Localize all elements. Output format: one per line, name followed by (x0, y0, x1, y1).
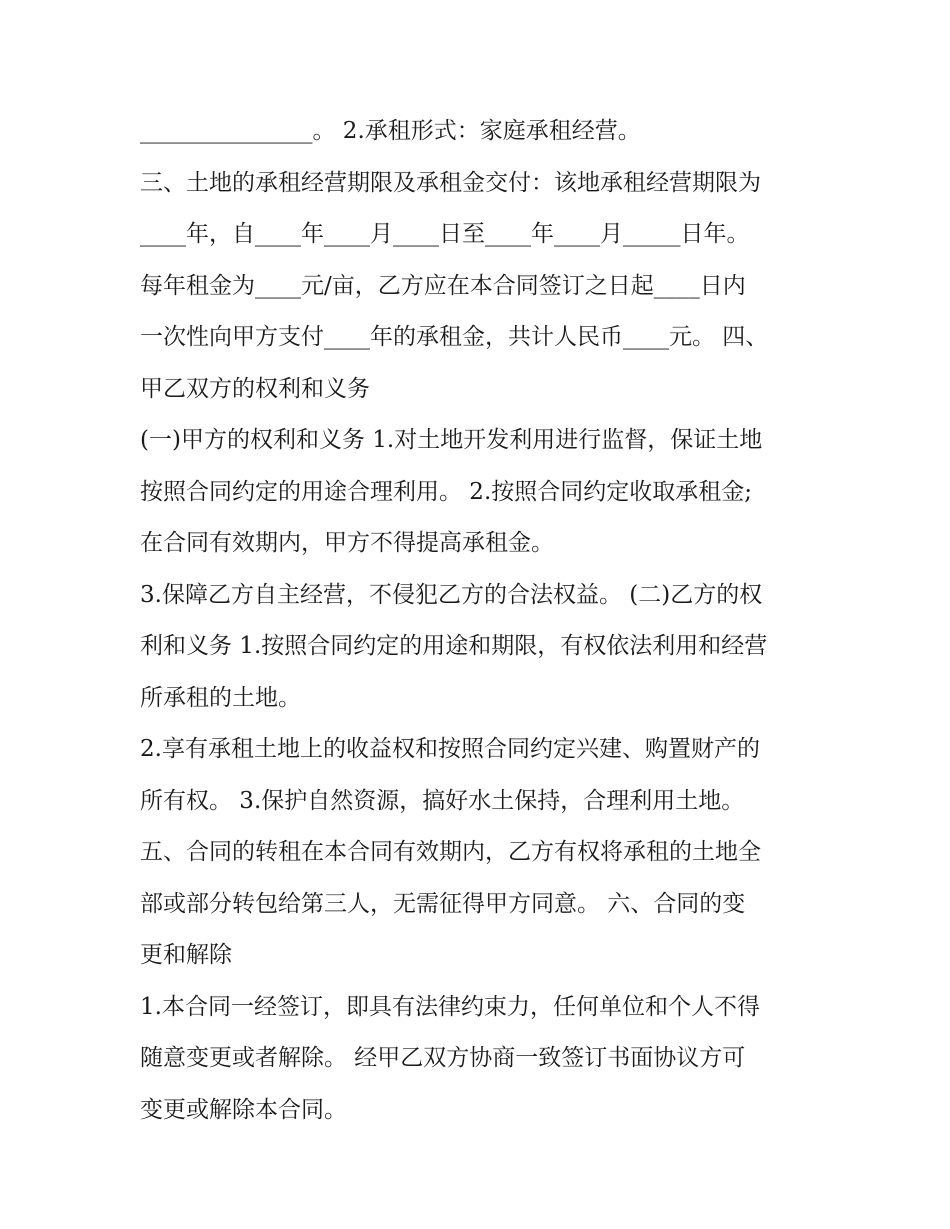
text-line: 3.保障乙方自主经营，不侵犯乙方的合法权益。 (二)乙方的权 (140, 581, 763, 608)
text-line: 利和义务 1.按照合同约定的用途和期限，有权依法利用和经营 (140, 633, 768, 659)
text-line: _______________。 2.承租形式：家庭承租经营。 (140, 118, 641, 144)
text-line: 按照合同约定的用途合理利用。 2.按照合同约定收取承租金; (140, 478, 753, 505)
text-line: 1.本合同一经签订，即具有法律约束力，任何单位和个人不得 (140, 993, 760, 1020)
text-line: (一)甲方的权利和义务 1.对土地开发利用进行监督，保证土地 (140, 427, 763, 453)
text-line: 变更或解除本合同。 (140, 1096, 347, 1123)
text-line: 部或部分转包给第三人，无需征得甲方同意。 六、合同的变 (140, 890, 746, 917)
text-line: 在合同有效期内，甲方不得提高承租金。 (140, 530, 554, 556)
text-line: 2.享有承租土地上的收益权和按照合同约定兴建、购置财产的 (140, 736, 760, 762)
contract-text (140, 106, 830, 1136)
text-line: 随意变更或者解除。 经甲乙双方协商一致签订书面协议方可 (140, 1045, 746, 1071)
text-line: 所有权。 3.保护自然资源，搞好水土保持，合理利用土地。 (140, 787, 745, 814)
text-line: 所承租的土地。 (140, 684, 301, 711)
text-line: 五、合同的转租在本合同有效期内，乙方有权将承租的土地全 (140, 839, 761, 865)
text-line: 更和解除 (140, 942, 232, 968)
text-line: 甲乙双方的权利和义务 (140, 375, 370, 402)
text-line: 三、土地的承租经营期限及承租金交付：该地承租经营期限为 (140, 169, 761, 196)
text-line: ____年，自____年____月____日至____年____月_____日年。 (140, 221, 750, 247)
text-line: 每年租金为____元/亩，乙方应在本合同签订之日起____日内 (140, 272, 746, 299)
text-line: 一次性向甲方支付____年的承租金，共计人民币____元。 四、 (140, 324, 769, 350)
